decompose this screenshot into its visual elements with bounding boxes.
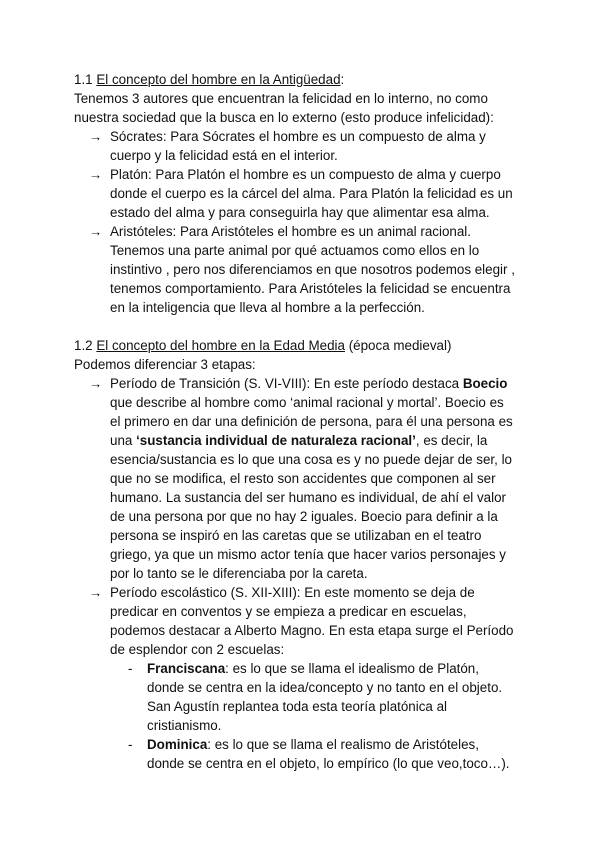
section-heading-1-1: [74, 70, 554, 89]
item-text: griego, ya que un mismo actor tenía que hacer varios personajes y: [110, 547, 506, 562]
item-text: : es lo que se llama el realismo de Aristóteles,: [207, 737, 479, 752]
item-text: Sócrates: Para Sócrates el hombre es un compuesto de alma y: [110, 129, 486, 144]
arrow-icon: →: [89, 224, 103, 239]
item-text: Período escolástico (S. XII-XIII): En este momento se deja de: [110, 585, 475, 600]
item-text: instintivo , pero nos diferenciamos en que nosotros podemos elegir ,: [110, 262, 515, 277]
sub-item-franciscana: [74, 659, 554, 735]
bold-term: Boecio: [462, 376, 508, 391]
item-text: donde se centra en la idea/concepto y no tanto en el objeto.: [147, 680, 503, 695]
bold-term: ‘sustancia individual de naturaleza racional’: [136, 433, 416, 448]
item-text: que describe al hombre como ‘animal racional y mortal’. Boecio es: [110, 395, 504, 410]
item-text: , es decir, la: [415, 433, 488, 448]
item-text: podemos destacar a Alberto Magno. En esta etapa surge el Período: [110, 623, 514, 638]
item-text: el primero en dar una definición de persona, para él una persona es: [110, 414, 513, 429]
item-text: donde se centra en el objeto, lo empírico (lo que veo,toco…).: [147, 756, 510, 771]
item-text: donde el cuerpo es la cárcel del alma. Para Platón la felicidad es un: [110, 186, 513, 201]
arrow-icon: →: [89, 129, 103, 144]
list-item-socrates: [74, 127, 554, 165]
item-text: una: [110, 433, 137, 448]
arrow-icon: →: [89, 167, 103, 182]
item-text: esencia/sustancia es lo que una cosa es y no puede dejar de ser, lo: [110, 452, 512, 467]
list-item-transicion: [74, 374, 554, 583]
item-text: en la inteligencia que lleva al hombre a la perfección.: [110, 300, 425, 315]
spacer: [74, 317, 554, 336]
item-text: estado del alma y para conseguirla hay que alimentar esa alma.: [110, 205, 490, 220]
section-subtitle: (época medieval): [344, 338, 452, 353]
item-text: persona se inspiró en las caretas que se utilizaban en el teatro: [110, 528, 482, 543]
section-title: El concepto del hombre en la Antigüedad: [96, 72, 341, 87]
item-text: humano. La sustancia del ser humano es individual, de ahí el valor: [110, 490, 507, 505]
item-text: tenemos comportamiento. Para Aristóteles la felicidad se encuentra: [110, 281, 511, 296]
item-text: cuerpo y la felicidad está en el interior.: [110, 148, 338, 163]
section-number: 1.1: [74, 72, 97, 87]
item-text: Tenemos una parte animal por qué actuamos como ellos en lo: [110, 243, 480, 258]
bold-term: Franciscana: [147, 661, 226, 676]
item-text: de esplendor con 2 escuelas:: [110, 642, 285, 657]
arrow-icon: →: [89, 585, 103, 600]
intro-line: nuestra sociedad que la busca en lo externo (esto produce infelicidad):: [74, 110, 494, 125]
intro-line: Tenemos 3 autores que encuentran la felicidad en lo interno, no como: [74, 91, 488, 106]
bold-term: Dominica: [147, 737, 208, 752]
list-item-aristoteles: [74, 222, 554, 317]
item-text: predicar en conventos y se empieza a predicar en escuelas,: [110, 604, 467, 619]
section-title: El concepto del hombre en la Edad Media: [96, 338, 345, 353]
section-heading-1-2: [74, 336, 554, 355]
item-text: Platón: Para Platón el hombre es un compuesto de alma y cuerpo: [110, 167, 501, 182]
dash-bullet: -: [128, 661, 133, 676]
item-text: de una persona por que no hay 2 iguales. Boecio para definir a la: [110, 509, 498, 524]
item-text: por lo tanto se le diferenciaba por la careta.: [110, 566, 368, 581]
intro-line: Podemos diferenciar 3 etapas:: [74, 357, 256, 372]
item-text: cristianismo.: [147, 718, 222, 733]
heading-colon: :: [340, 72, 345, 87]
sub-item-dominica: [74, 735, 554, 773]
item-text: San Agustín replantea toda esta teoría platónica al: [147, 699, 448, 714]
item-text: : es lo que se llama el idealismo de Platón,: [225, 661, 479, 676]
item-text: Período de Transición (S. VI-VIII): En este período destaca: [110, 376, 463, 391]
list-item-escolastico: [74, 583, 554, 659]
list-item-platon: [74, 165, 554, 222]
arrow-icon: →: [89, 376, 103, 391]
section-number: 1.2: [74, 338, 97, 353]
item-text: que no se modifica, el resto son accidentes que componen al ser: [110, 471, 496, 486]
item-text: Aristóteles: Para Aristóteles el hombre es un animal racional.: [110, 224, 471, 239]
document-page: [74, 70, 554, 773]
dash-bullet: -: [128, 737, 133, 752]
